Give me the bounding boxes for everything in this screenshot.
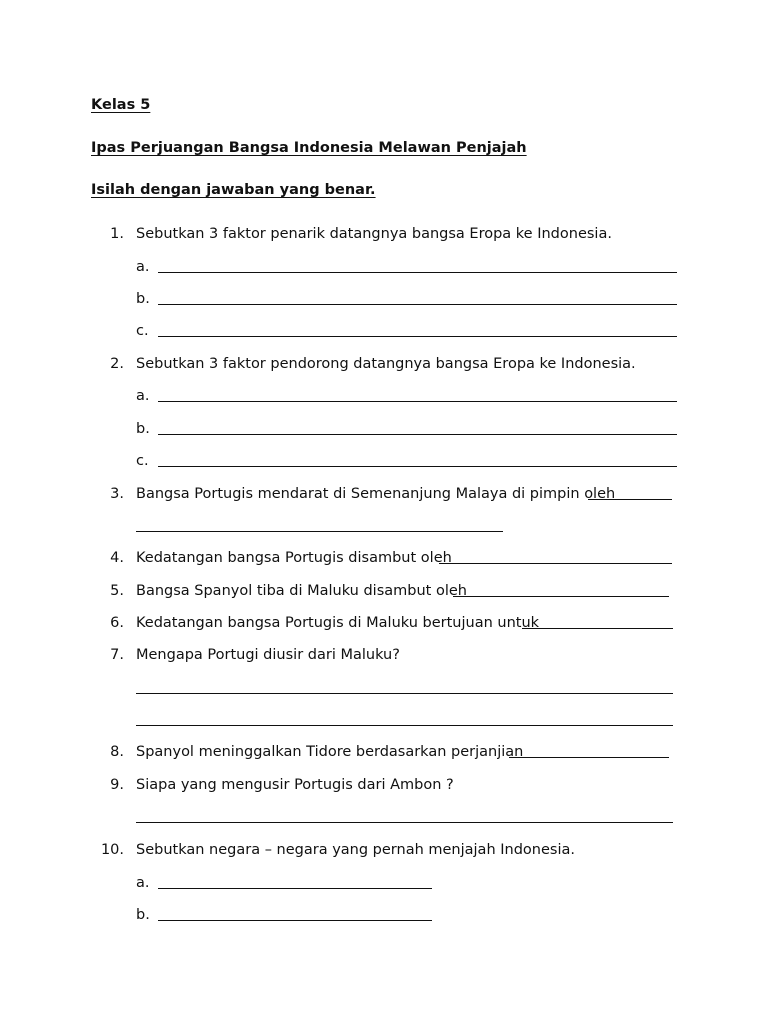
answer-line[interactable] [158, 920, 432, 921]
answer-line[interactable] [136, 822, 673, 823]
option-label: b. [136, 291, 150, 307]
question-number: 4. [110, 550, 124, 566]
answer-line[interactable] [509, 757, 669, 758]
answer-line[interactable] [136, 693, 673, 694]
option-label: c. [136, 323, 149, 339]
answer-line[interactable] [439, 563, 672, 564]
question-number: 2. [110, 356, 124, 372]
answer-line[interactable] [158, 304, 677, 305]
answer-line[interactable] [158, 888, 432, 889]
option-label: a. [136, 388, 150, 404]
answer-line[interactable] [158, 336, 677, 337]
question-number: 7. [110, 647, 124, 663]
question-text: Mengapa Portugi diusir dari Maluku? [136, 647, 400, 663]
question-text: Kedatangan bangsa Portugis di Maluku bertujuan untuk [136, 615, 540, 631]
question-text: Kedatangan bangsa Portugis disambut oleh [136, 550, 452, 566]
answer-line[interactable] [158, 401, 677, 402]
option-label: b. [136, 907, 150, 923]
answer-line[interactable] [158, 434, 677, 435]
subject-title: Ipas Perjuangan Bangsa Indonesia Melawan Penjajah [91, 140, 527, 156]
answer-line[interactable] [588, 499, 672, 500]
question-number: 5. [110, 583, 124, 599]
question-text: Sebutkan negara – negara yang pernah menjajah Indonesia. [136, 842, 575, 858]
question-text: Bangsa Portugis mendarat di Semenanjung Malaya di pimpin oleh [136, 486, 616, 502]
question-number: 9. [110, 777, 124, 793]
answer-line[interactable] [522, 628, 673, 629]
question-text: Spanyol meninggalkan Tidore berdasarkan perjanjian [136, 744, 524, 760]
question-text: Sebutkan 3 faktor penarik datangnya bangsa Eropa ke Indonesia. [136, 226, 612, 242]
option-label: a. [136, 259, 150, 275]
answer-line[interactable] [136, 531, 503, 532]
question-number: 1. [110, 226, 124, 242]
question-text: Siapa yang mengusir Portugis dari Ambon ? [136, 777, 454, 793]
question-number: 3. [110, 486, 124, 502]
class-label: Kelas 5 [91, 97, 151, 113]
option-label: c. [136, 453, 149, 469]
answer-line[interactable] [158, 466, 677, 467]
question-number: 10. [100, 842, 124, 858]
question-number: 8. [110, 744, 124, 760]
question-number: 6. [110, 615, 124, 631]
question-text: Sebutkan 3 faktor pendorong datangnya bangsa Eropa ke Indonesia. [136, 356, 636, 372]
answer-line[interactable] [158, 272, 677, 273]
question-text: Bangsa Spanyol tiba di Maluku disambut oleh [136, 583, 467, 599]
option-label: a. [136, 875, 150, 891]
instruction-text: Isilah dengan jawaban yang benar. [91, 182, 376, 198]
answer-line[interactable] [453, 596, 669, 597]
answer-line[interactable] [136, 725, 673, 726]
option-label: b. [136, 421, 150, 437]
